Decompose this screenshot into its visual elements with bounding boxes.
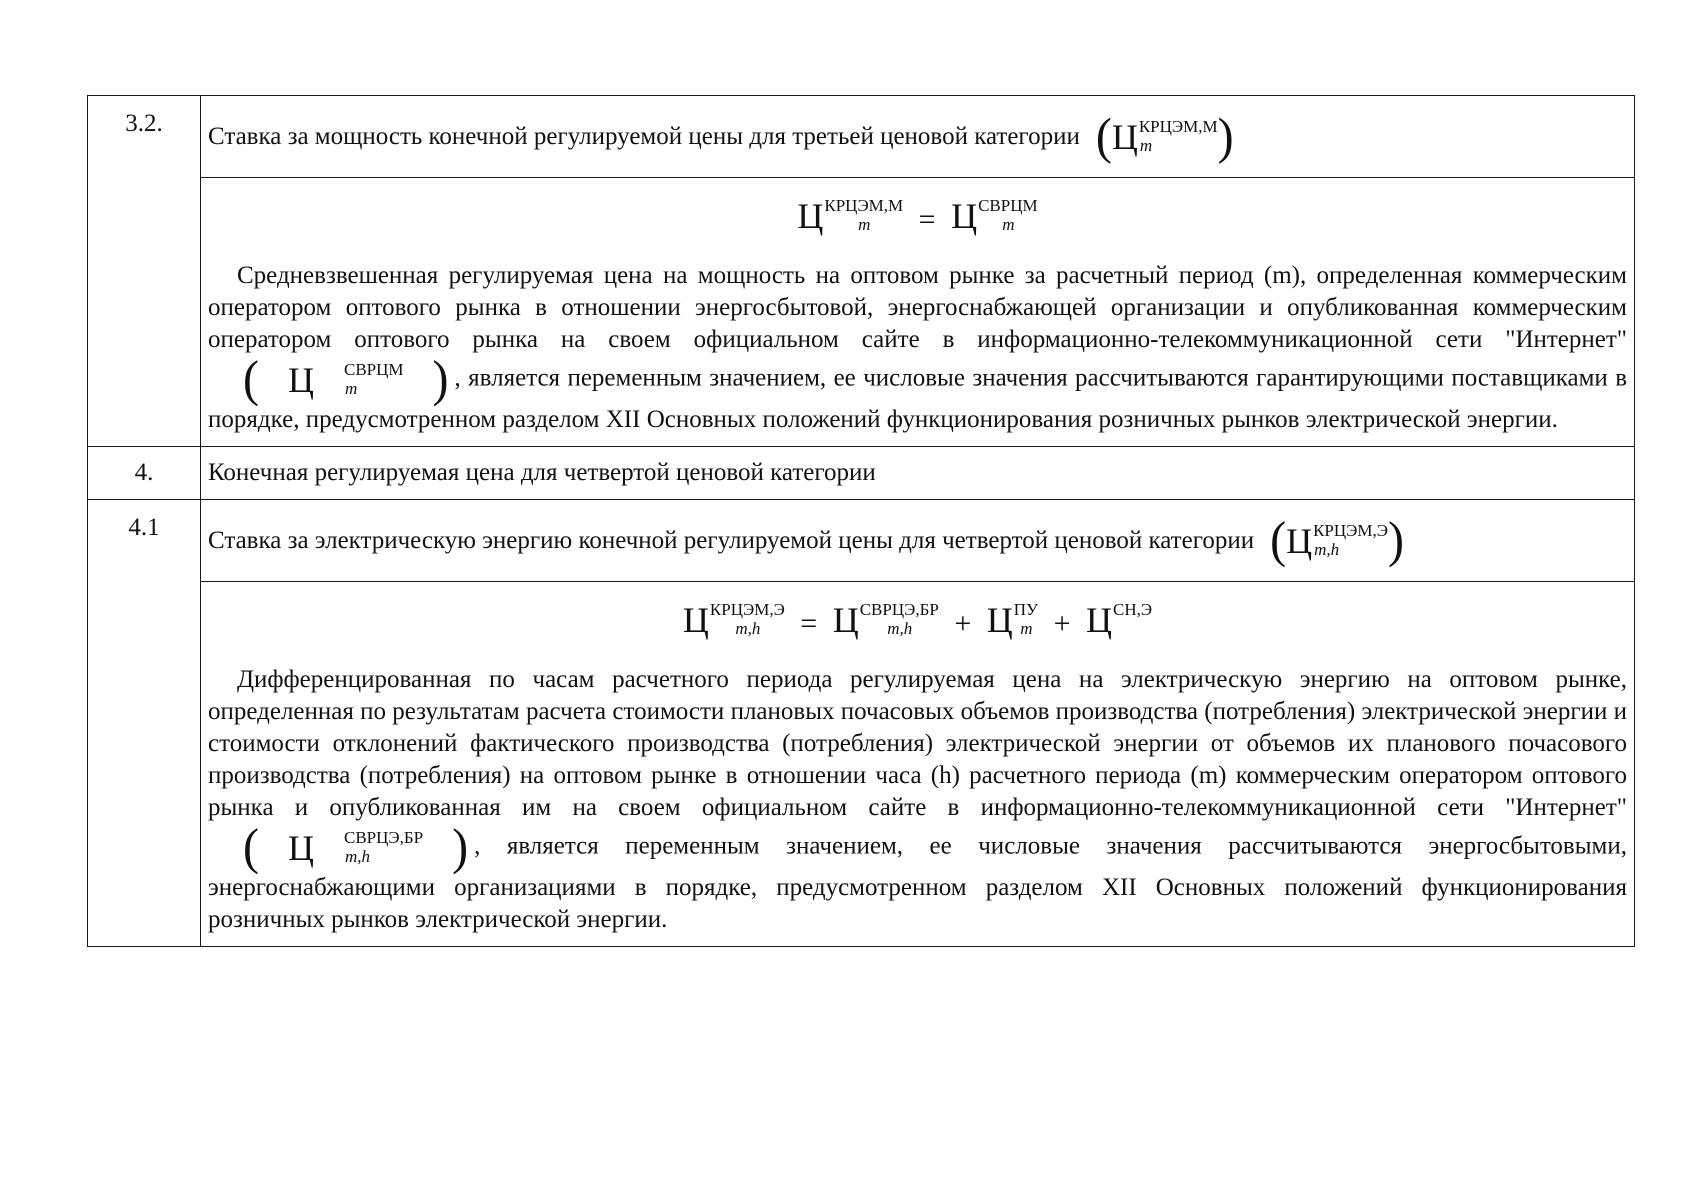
row-heading: Конечная регулируемая цена для четвертой ценовой категории [208,459,876,486]
row-number-cell [88,500,201,947]
row-heading: Ставка за электрическую энергию конечной регулируемой цены для четвертой ценовой категории [208,526,1255,554]
table-row [88,500,1635,582]
row-number-cell [88,96,201,447]
heading-symbol [1095,108,1234,164]
row-heading-cell [201,447,1635,500]
row-number: 3.2. [125,110,163,137]
price-symbol: Ц КРЦЭМ,М m [1111,116,1218,157]
formula-cell [201,582,1635,947]
open-paren: ( [1270,512,1287,568]
close-paren: ) [1217,108,1234,164]
row-heading-cell [201,500,1635,582]
row-number: 4.1 [128,514,160,541]
description-paragraph: Средневзвешенная регулируемая цена на мощность на оптовом рынке за расчетный период (m), определенная коммерческим оператором оптового рынка в отношении энергосбытовой, энергоснабжающей организации и опубликованная коммерческим оператором оптового рынка на своем официальном сайте в информационно-телекоммуникационной сети "Интернет" ( Ц СВРЦМ m ) , является переменным значением, ее числовые значения рассчитываются гарантирующими поставщиками в порядке, предусмотренном разделом XII Основных положений функционирования розничных рынков электрической энергии. [208,262,1627,433]
formula-lhs: Ц КРЦЭМ,М m [797,196,904,236]
plus-sign: + [954,607,972,640]
formula [208,596,1627,644]
row-number: 4. [134,459,154,486]
open-paren: ( [1095,108,1112,164]
tariff-table [87,95,1635,947]
paragraph-symbol: ( Ц СВРЦМ m ) [243,351,449,408]
formula-term: Ц СВРЦЭ,БР m,h [832,600,939,640]
table-row [88,96,1635,178]
row-heading-cell [201,96,1635,178]
table-row [88,447,1635,500]
formula-lhs: Ц КРЦЭМ,Э m,h [682,600,785,640]
formula-cell [201,178,1635,447]
close-paren: ) [1387,512,1404,568]
equals-sign: = [918,203,936,236]
plus-sign: + [1053,607,1071,640]
table-row [88,582,1635,947]
price-symbol: Ц КРЦЭМ,Э m,h [1286,520,1388,561]
formula-term: Ц ПУ m [986,600,1039,640]
row-number-cell [88,447,201,500]
heading-symbol [1270,512,1404,568]
equals-sign: = [800,607,818,640]
description-paragraph: Дифференцированная по часам расчетного периода регулируемая цена на электрическую энергию на оптовом рынке, определенная по результатам расчета стоимости плановых почасовых объемов производства (потребления) электрической энергии и стоимости отклонений фактического производства (потребления) электрической энергии от объемов их планового почасового производства (потребления) на оптовом рынке в отношении часа (h) расчетного периода (m) коммерческим оператором оптового рынка и опубликованная им на своем официальном сайте в информационно-телекоммуникационной сети "Интернет" ( Ц СВРЦЭ,БР m,h ) , является переменным значением, ее числовые значения рассчитываются энергосбытовыми, энергоснабжающими организациями в порядке, предусмотренном разделом XII Основных положений функционирования розничных рынков электрической энергии. [208,666,1627,933]
paragraph-symbol: ( Ц СВРЦЭ,БР m,h ) [243,819,469,876]
formula-rhs: Ц СВРЦМ m [951,196,1038,236]
formula-term: Ц СН,Э [1086,600,1153,640]
formula [208,192,1627,240]
table-row [88,178,1635,447]
row-heading: Ставка за мощность конечной регулируемой цены для третьей ценовой категории [208,122,1080,150]
